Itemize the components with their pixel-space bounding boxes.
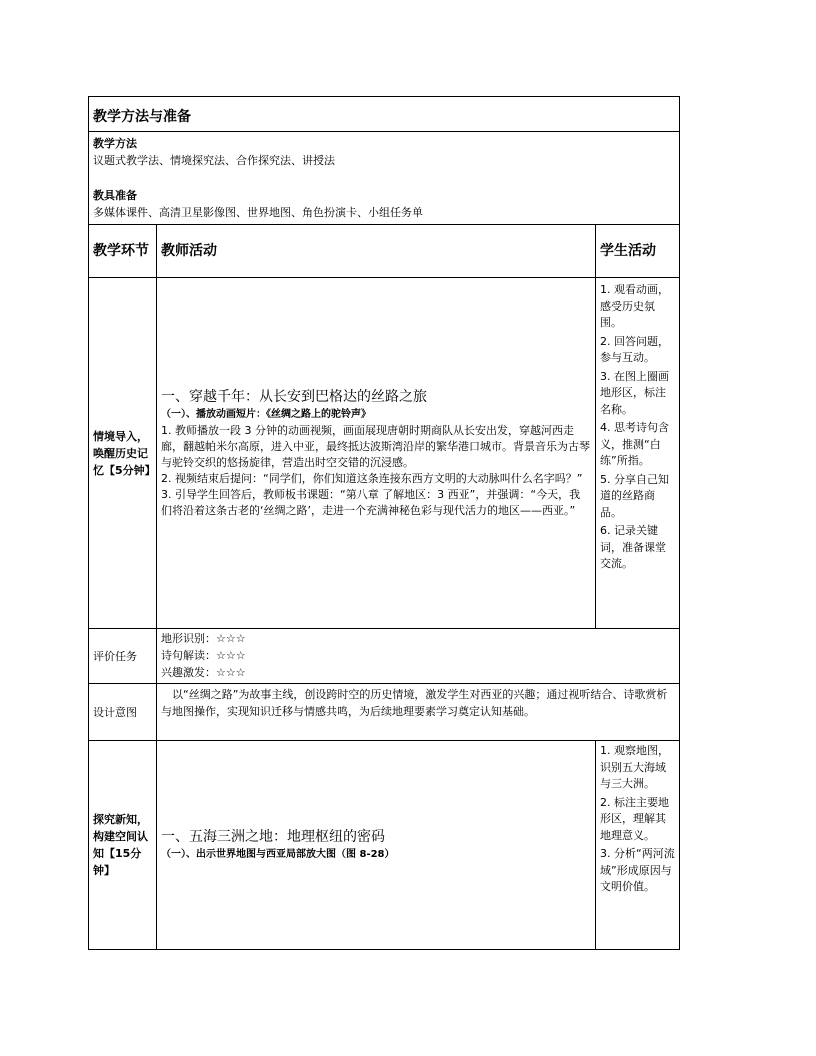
lesson-plan-document <box>88 96 679 950</box>
student-activity-item: 2. 回答问题，参与互动。 <box>600 334 669 364</box>
student-activity-item: 3. 分析“两河流域”形成原因与文明价值。 <box>600 847 675 893</box>
tools-text: 多媒体课件、高清卫星影像图、世界地图、角色扮演卡、小组任务单 <box>93 206 423 219</box>
stage1-label: 情境导入，唤醒历史记忆【5分钟】 <box>93 429 156 477</box>
design-label: 设计意图 <box>93 705 137 719</box>
stage1-paragraph-1: 1. 教师播放一段 3 分钟的动画视频，画面展现唐朝时期商队从长安出发，穿越河西走廊，翻越帕米尔高原，进入中亚，最终抵达波斯湾沿岸的繁华港口城市。背景音乐为古琴与驼铃交织的悠扬旋律，营造出时空交错的沉浸感。 <box>161 424 590 469</box>
stage2-student-activities <box>596 741 680 950</box>
design-text: 以“丝绸之路”为故事主线，创设跨时空的历史情境，激发学生对西亚的兴趣；通过视听结合、诗歌赏析与地图操作，实现知识迁移与情感共鸣，为后续地理要素学习奠定认知基础。 <box>161 688 668 718</box>
eval-row <box>89 629 680 684</box>
eval-item-terrain: 地形识别：☆☆☆ <box>161 632 246 645</box>
tools-label: 教具准备 <box>93 189 137 202</box>
student-activity-item: 2. 标注主要地形区，理解其地理意义。 <box>600 795 669 842</box>
student-activity-item: 3. 在图上圈画地形区，标注名称。 <box>600 369 669 416</box>
eval-item-interest: 兴趣激发：☆☆☆ <box>161 666 246 679</box>
stage1-paragraph-2: 2. 视频结束后提问：“同学们，你们知道这条连接东西方文明的大动脉叫什么名字吗？” <box>161 472 583 485</box>
student-activity-item: 1. 观察地图，识别五大海域与三大洲。 <box>600 744 669 790</box>
eval-item-poem: 诗句解读：☆☆☆ <box>161 649 246 662</box>
stage1-student-activities <box>596 278 680 629</box>
header-stage: 教学环节 <box>89 225 157 278</box>
header-teacher: 教师活动 <box>157 225 596 278</box>
lesson-plan-table <box>88 96 680 950</box>
student-activity-item: 4. 思考诗句含义，推测“白练”所指。 <box>600 421 669 467</box>
stage2-subtitle: （一）、出示世界地图与西亚局部放大图（图 8-28） <box>161 849 395 860</box>
stage2-label: 探究新知，构建空间认知【15分钟】 <box>93 813 148 877</box>
stage2-title: 一、五海三洲之地：地理枢纽的密码 <box>161 829 385 845</box>
table-header-row <box>89 225 680 278</box>
eval-label: 评价任务 <box>93 649 137 663</box>
method-text: 议题式教学法、情境探究法、合作探究法、讲授法 <box>93 154 335 167</box>
prep-heading-row <box>89 97 680 132</box>
design-row <box>89 684 680 741</box>
stage1-paragraph-3: 3. 引导学生回答后，教师板书课题：“第八章 了解地区：3 西亚”，并强调：“今天，我们将沿着这条古老的‘丝绸之路’，走进一个充满神秘色彩与现代活力的地区——西亚。” <box>161 488 581 517</box>
prep-content-row <box>89 132 680 225</box>
stage1-row <box>89 278 680 629</box>
student-activity-item: 6. 记录关键词，准备课堂交流。 <box>600 524 666 570</box>
method-label: 教学方法 <box>93 137 137 150</box>
stage1-subtitle: （一）、播放动画短片：《丝绸之路上的驼铃声》 <box>161 409 371 420</box>
stage1-title: 一、穿越千年：从长安到巴格达的丝路之旅 <box>161 389 427 405</box>
stage2-row <box>89 741 680 950</box>
prep-heading: 教学方法与准备 <box>93 109 191 125</box>
header-student: 学生活动 <box>596 225 680 278</box>
student-activity-item: 1. 观看动画，感受历史氛围。 <box>600 283 669 329</box>
student-activity-item: 5. 分享自己知道的丝路商品。 <box>600 472 669 519</box>
